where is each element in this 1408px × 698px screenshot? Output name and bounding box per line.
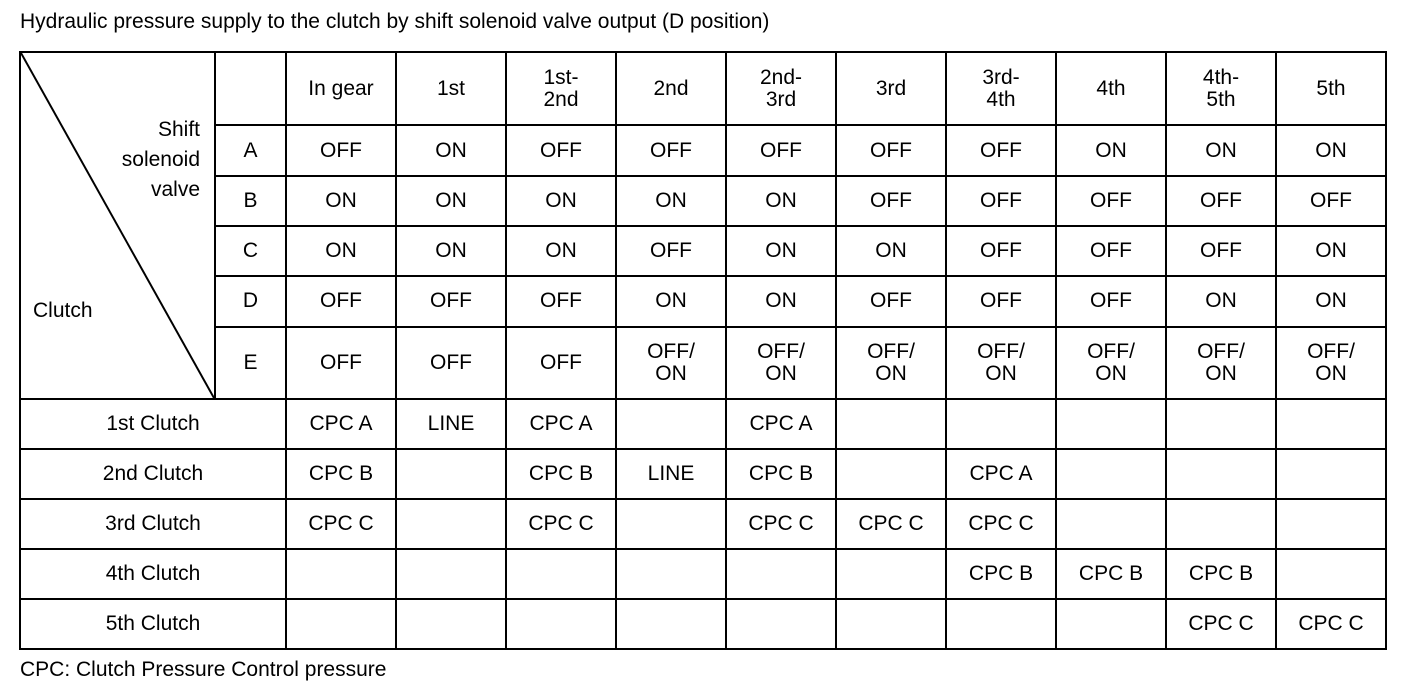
column-header-line: 4th [986, 87, 1016, 111]
solenoid-label: E [215, 327, 286, 399]
cell-line: ON [765, 361, 797, 385]
corner-shift-line: valve [150, 178, 200, 201]
solenoid-state-cell: OFF [836, 125, 946, 175]
solenoid-state-cell: OFF [946, 176, 1056, 226]
cell-line: OFF/ [647, 339, 695, 363]
clutch-pressure-cell [616, 599, 726, 649]
clutch-pressure-cell [1166, 499, 1276, 549]
column-header-line: 1st- [543, 65, 579, 89]
clutch-pressure-cell: CPC B [1166, 549, 1276, 599]
clutch-pressure-cell: CPC B [506, 449, 616, 499]
cell-line: OFF/ [1197, 339, 1245, 363]
cell-line: ON [1315, 361, 1347, 385]
corner-clutch-label: Clutch [33, 299, 93, 322]
clutch-pressure-cell [726, 599, 836, 649]
clutch-label: 1st Clutch [20, 399, 286, 449]
clutch-pressure-cell [616, 499, 726, 549]
solenoid-state-cell: OFF [1166, 226, 1276, 276]
clutch-pressure-cell [726, 549, 836, 599]
column-header-line: 2nd- [759, 65, 803, 89]
column-header: 2nd [616, 52, 726, 125]
solenoid-state-cell: OFF [946, 125, 1056, 175]
solenoid-state-cell: OFF [396, 276, 506, 326]
corner-shift-line: Shift [157, 118, 200, 141]
solenoid-state-cell: ON [1276, 226, 1386, 276]
clutch-pressure-cell: LINE [616, 449, 726, 499]
clutch-pressure-cell [1056, 599, 1166, 649]
diagonal-divider [21, 53, 214, 398]
solenoid-label: C [215, 226, 286, 276]
footnote: CPC: Clutch Pressure Control pressure [20, 658, 387, 681]
solenoid-state-cell: ON [1166, 125, 1276, 175]
clutch-pressure-cell [396, 599, 506, 649]
clutch-pressure-cell [1056, 399, 1166, 449]
solenoid-label: B [215, 176, 286, 226]
solenoid-state-cell: OFF [506, 276, 616, 326]
solenoid-state-cell: OFF [286, 125, 396, 175]
solenoid-state-cell: ON [1166, 276, 1276, 326]
solenoid-state-cell [726, 327, 836, 399]
clutch-pressure-cell [836, 549, 946, 599]
column-header: 3rd [836, 52, 946, 125]
clutch-pressure-cell [1056, 449, 1166, 499]
clutch-pressure-cell: CPC C [946, 499, 1056, 549]
clutch-pressure-cell: CPC A [286, 399, 396, 449]
column-header: 1st [396, 52, 506, 125]
clutch-row [20, 449, 1386, 499]
clutch-pressure-cell: CPC C [506, 499, 616, 549]
solenoid-state-cell: ON [506, 176, 616, 226]
cell-line: OFF/ [977, 339, 1025, 363]
clutch-pressure-cell [616, 399, 726, 449]
clutch-pressure-cell: CPC C [1166, 599, 1276, 649]
solenoid-state-cell: OFF [1056, 276, 1166, 326]
solenoid-state-cell: ON [506, 226, 616, 276]
clutch-pressure-cell: CPC A [726, 399, 836, 449]
clutch-pressure-cell [946, 599, 1056, 649]
solenoid-state-cell: OFF [1166, 176, 1276, 226]
solenoid-state-cell: ON [286, 176, 396, 226]
solenoid-state-cell: ON [616, 176, 726, 226]
cell-line: OFF/ [757, 339, 805, 363]
solenoid-state-cell: OFF [286, 327, 396, 399]
corner-diagonal-cell [20, 52, 215, 399]
clutch-label: 3rd Clutch [20, 499, 286, 549]
solenoid-state-cell: OFF [506, 327, 616, 399]
solenoid-row [20, 276, 1386, 326]
clutch-pressure-cell [1276, 499, 1386, 549]
solenoid-row [20, 327, 1386, 399]
solenoid-state-cell: ON [836, 226, 946, 276]
cell-line: ON [655, 361, 687, 385]
solenoid-state-cell: OFF [836, 276, 946, 326]
clutch-label: 5th Clutch [20, 599, 286, 649]
cell-line: OFF/ [1307, 339, 1355, 363]
solenoid-state-cell [616, 327, 726, 399]
solenoid-state-cell: OFF [726, 125, 836, 175]
column-header-line: 4th- [1202, 65, 1240, 89]
cell-line: OFF/ [867, 339, 915, 363]
clutch-pressure-cell [616, 549, 726, 599]
clutch-pressure-cell [396, 499, 506, 549]
cell-line: ON [985, 361, 1017, 385]
solenoid-state-cell: ON [396, 125, 506, 175]
clutch-pressure-cell [836, 449, 946, 499]
cell-line: OFF/ [1087, 339, 1135, 363]
solenoid-state-cell: OFF [946, 226, 1056, 276]
clutch-pressure-cell [286, 599, 396, 649]
column-header: 5th [1276, 52, 1386, 125]
clutch-pressure-cell [1166, 399, 1276, 449]
clutch-label: 2nd Clutch [20, 449, 286, 499]
solenoid-state-cell [1056, 327, 1166, 399]
solenoid-state-cell: OFF [1276, 176, 1386, 226]
corner-shift-label [122, 115, 200, 205]
column-header: 4th [1056, 52, 1166, 125]
clutch-pressure-cell: CPC C [726, 499, 836, 549]
clutch-pressure-cell [506, 549, 616, 599]
solenoid-state-cell: ON [396, 226, 506, 276]
shift-solenoid-clutch-table [19, 51, 1387, 650]
page-title: Hydraulic pressure supply to the clutch by shift solenoid valve output (D position) [20, 10, 770, 33]
clutch-pressure-cell: CPC B [286, 449, 396, 499]
column-header [1166, 52, 1276, 125]
clutch-pressure-cell [946, 399, 1056, 449]
solenoid-state-cell: OFF [1056, 226, 1166, 276]
clutch-pressure-cell [836, 599, 946, 649]
clutch-pressure-cell [286, 549, 396, 599]
clutch-pressure-cell: CPC B [946, 549, 1056, 599]
clutch-row [20, 549, 1386, 599]
solenoid-state-cell: ON [1056, 125, 1166, 175]
cell-line: ON [1205, 361, 1237, 385]
solenoid-state-cell: ON [726, 176, 836, 226]
corner-shift-line: solenoid [121, 148, 200, 171]
solenoid-state-cell: ON [726, 226, 836, 276]
column-header [726, 52, 836, 125]
solenoid-state-cell: OFF [616, 125, 726, 175]
clutch-pressure-cell [1276, 549, 1386, 599]
clutch-row [20, 499, 1386, 549]
solenoid-state-cell: OFF [836, 176, 946, 226]
cell-line: ON [1095, 361, 1127, 385]
solenoid-state-cell: OFF [286, 276, 396, 326]
solenoid-row [20, 125, 1386, 175]
clutch-pressure-cell: CPC A [506, 399, 616, 449]
solenoid-state-cell: OFF [616, 226, 726, 276]
column-header-line: 5th [1206, 87, 1236, 111]
clutch-pressure-cell [396, 549, 506, 599]
clutch-pressure-cell: CPC A [946, 449, 1056, 499]
clutch-pressure-cell: LINE [396, 399, 506, 449]
solenoid-state-cell [1276, 327, 1386, 399]
clutch-row [20, 399, 1386, 449]
solenoid-state-cell: ON [396, 176, 506, 226]
clutch-pressure-cell: CPC C [836, 499, 946, 549]
solenoid-state-cell: ON [286, 226, 396, 276]
column-header-line: 3rd [765, 87, 797, 111]
solenoid-label: A [215, 125, 286, 175]
column-header [506, 52, 616, 125]
clutch-pressure-cell [1166, 449, 1276, 499]
clutch-pressure-cell: CPC C [286, 499, 396, 549]
solenoid-state-cell [1166, 327, 1276, 399]
header-blank-cell [215, 52, 286, 125]
solenoid-state-cell: ON [726, 276, 836, 326]
clutch-label: 4th Clutch [20, 549, 286, 599]
solenoid-state-cell [946, 327, 1056, 399]
solenoid-state-cell: ON [1276, 125, 1386, 175]
solenoid-state-cell: ON [1276, 276, 1386, 326]
solenoid-label: D [215, 276, 286, 326]
clutch-pressure-cell: CPC B [726, 449, 836, 499]
column-header [946, 52, 1056, 125]
column-header-line: 3rd- [982, 65, 1020, 89]
clutch-pressure-cell [1056, 499, 1166, 549]
solenoid-state-cell: OFF [1056, 176, 1166, 226]
clutch-pressure-cell [396, 449, 506, 499]
column-header-line: 2nd [543, 87, 579, 111]
clutch-pressure-cell: CPC C [1276, 599, 1386, 649]
clutch-pressure-cell [506, 599, 616, 649]
clutch-pressure-cell [1276, 449, 1386, 499]
cell-line: ON [875, 361, 907, 385]
solenoid-state-cell: OFF [946, 276, 1056, 326]
solenoid-row [20, 226, 1386, 276]
column-header: In gear [286, 52, 396, 125]
clutch-pressure-cell [836, 399, 946, 449]
header-row [20, 52, 1386, 125]
clutch-pressure-cell: CPC B [1056, 549, 1166, 599]
solenoid-row [20, 176, 1386, 226]
clutch-row [20, 599, 1386, 649]
solenoid-state-cell [836, 327, 946, 399]
solenoid-state-cell: OFF [396, 327, 506, 399]
solenoid-state-cell: OFF [506, 125, 616, 175]
solenoid-state-cell: ON [616, 276, 726, 326]
clutch-pressure-cell [1276, 399, 1386, 449]
